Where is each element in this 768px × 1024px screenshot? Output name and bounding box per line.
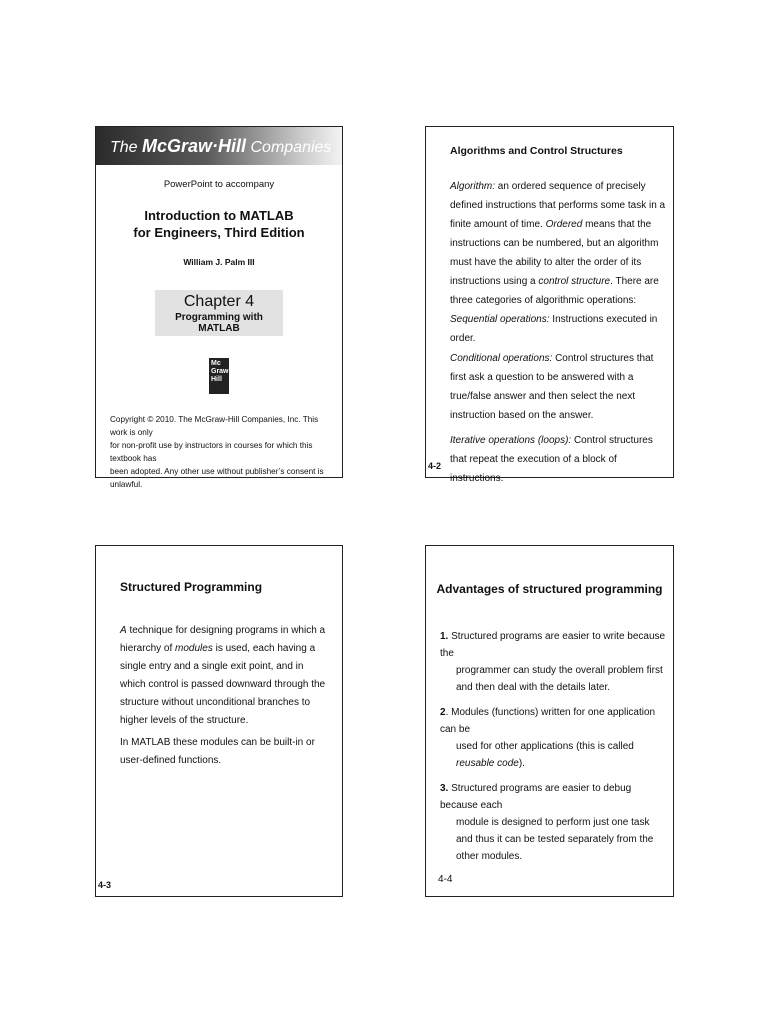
conditional-operations — [450, 349, 672, 425]
logo-line3: Hill — [211, 376, 222, 383]
text-span: used for other applications (this is called — [456, 741, 634, 752]
list-item — [440, 628, 666, 696]
chapter-subtitle: Programming with MATLAB — [175, 312, 263, 334]
text-span: Instructions executed in order. — [450, 314, 658, 344]
text-span: Control structures that repeat the execution of a block of instructions. — [450, 435, 653, 484]
term-modules: modules — [175, 643, 213, 654]
page-number: 4-4 — [438, 874, 453, 885]
sequential-operations — [450, 310, 672, 348]
structured-programming-definition — [120, 622, 330, 730]
copyright-line3: been adopted. Any other use without publisher’s consent is unlawful. — [110, 467, 324, 489]
list-item — [440, 704, 666, 772]
term-iterative: Iterative operations (loops): — [450, 435, 572, 446]
text-span: module is designed to perform just one task and thus it can be tested separately from the other modules. — [456, 817, 654, 862]
iterative-operations — [450, 431, 672, 488]
list-item — [440, 780, 666, 865]
logo-line2: Graw — [211, 368, 229, 375]
algorithm-definition — [450, 177, 672, 310]
item-number: 1. — [440, 631, 449, 642]
slide-title — [95, 126, 343, 489]
term-algorithm: Algorithm: — [450, 181, 496, 192]
banner-brand: McGraw·Hill — [142, 136, 247, 156]
item-continuation — [440, 738, 666, 772]
text-span: is used, each having a single entry and a single exit point, and in which control is passed downward through the structure without unconditional branches to higher levels of the structure. — [120, 643, 326, 726]
copyright-notice — [110, 413, 336, 491]
text-span: technique for designing programs in which a hierarchy of — [120, 625, 326, 654]
book-title-line1: Introduction to MATLAB — [144, 208, 294, 223]
text-span: an ordered sequence of precisely defined instructions that performs some task in a finite amount of time. — [450, 181, 666, 230]
book-title-line2: for Engineers, Third Edition — [133, 225, 305, 240]
book-title — [96, 207, 342, 241]
text-span: . There are three categories of algorithmic operations: — [450, 276, 659, 306]
italic-a: A — [120, 625, 127, 636]
slide-heading: Structured Programming — [120, 580, 263, 594]
page-number: 4-2 — [428, 461, 442, 471]
chapter-label: Chapter 4 — [183, 293, 255, 310]
slide-heading: Algorithms and Control Structures — [450, 145, 623, 157]
item-number: 3. — [440, 783, 449, 794]
logo-line1: Mc — [211, 360, 221, 367]
page-number: 4-3 — [98, 880, 112, 890]
term-sequential: Sequential operations: — [450, 314, 550, 325]
text-span: ). — [518, 758, 525, 769]
slide-algorithms — [425, 126, 674, 484]
term-ordered: Ordered — [545, 219, 583, 230]
term-control-structure: control structure — [538, 276, 611, 287]
matlab-modules-note: In MATLAB these modules can be built-in or user-defined functions. — [120, 737, 315, 766]
slide-heading: Advantages of structured programming — [436, 582, 663, 596]
text-span: programmer can study the overall problem first and then deal with the details later. — [456, 665, 663, 693]
text-span: means that the instructions can be numbered, but an algorithm must have the ability to alter the order of its instructions using a — [450, 219, 659, 287]
author: William J. Palm III — [183, 257, 255, 267]
slide-advantages — [425, 545, 674, 897]
item-number: 2 — [440, 707, 446, 718]
accompany-text: PowerPoint to accompany — [163, 179, 275, 190]
text-span: Control structures that first ask a question to be answered with a true/false answer and then select the next instruction based on the answer. — [450, 353, 654, 421]
slide-structured-programming — [95, 545, 343, 897]
chapter-box — [155, 290, 283, 336]
banner-suffix: Companies — [246, 139, 332, 156]
publisher-logo — [209, 358, 229, 394]
term-reusable-code: reusable code — [456, 758, 519, 769]
banner-prefix: The — [110, 139, 143, 156]
copyright-line2: for non-profit use by instructors in courses for which this textbook has — [110, 441, 313, 463]
text-span: . Modules (functions) written for one application can be — [440, 707, 656, 735]
publisher-banner — [96, 127, 342, 165]
copyright-line1: Copyright © 2010. The McGraw-Hill Companies, Inc. This work is only — [110, 415, 319, 437]
term-conditional: Conditional operations: — [450, 353, 553, 364]
text-span: Structured programs are easier to write because the — [440, 631, 666, 659]
text-span: Structured programs are easier to debug because each — [440, 783, 632, 811]
